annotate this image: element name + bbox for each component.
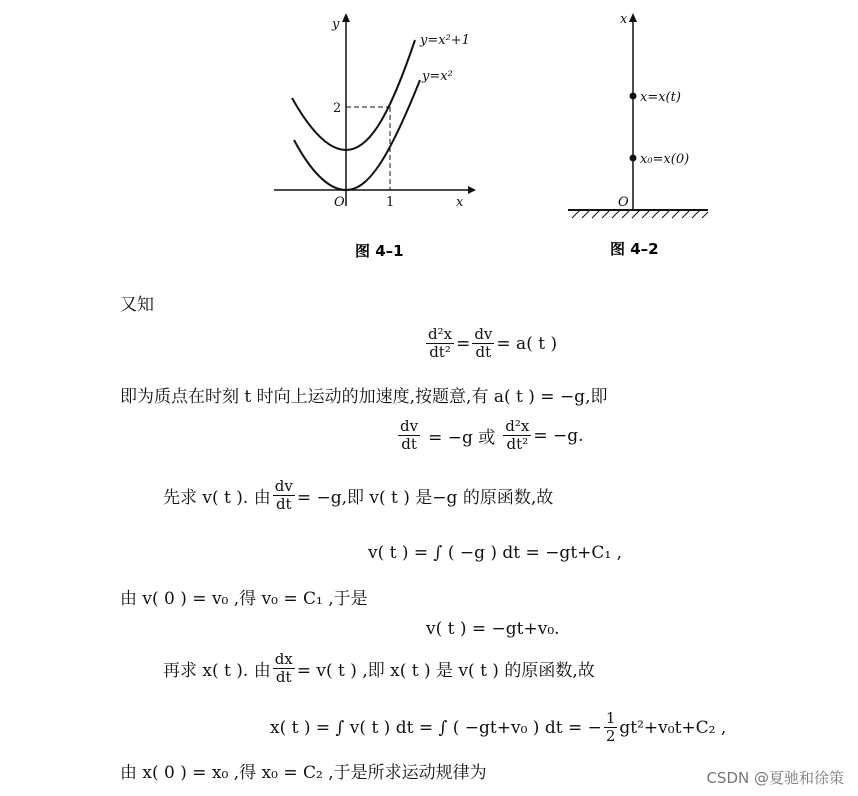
equation-2: $\frac{dv}{dt}$ = −g 或 $\frac{\text{d²x}}{\text{dt²}}$ = −g. (400, 417, 584, 453)
text-line-4: 由 v( 0 ) = v₀ ,得 v₀ = C₁ ,于是 (120, 589, 368, 609)
curve-lower-label: y=x² (422, 69, 453, 84)
origin-label: O (334, 195, 345, 210)
tick-x-label: 1 (386, 195, 395, 210)
equation-5: x( t ) = ∫ v( t ) dt = ∫ ( −gt+v₀ ) dt = − $\frac{1}{2}$ gt²+v₀t+C₂ , (270, 709, 727, 745)
equation-1: $\frac{\text{d²x}}{\text{dt²}}$ = $\frac{dv}{dt}$ = a( t ) (428, 325, 558, 361)
text-line-3: 先求 v( t ). 由 $\frac{dv}{dt}$ = −g,即 v( t ) 是−g 的原函数,故 (163, 477, 554, 513)
watermark: CSDN @夏驰和徐策 (706, 769, 844, 787)
figure-4-2-graph (560, 6, 720, 260)
point-lower (630, 155, 637, 162)
equation-4: v( t ) = −gt+v₀. (426, 619, 560, 639)
point-upper (630, 93, 637, 100)
fraction-d2x-dt2: $\frac{\text{d²x}}{\text{dt²}}$ (428, 325, 453, 361)
point-lower-label: x₀=x(0) (640, 152, 690, 167)
figure-4-2 (560, 6, 720, 260)
point-upper-label: x=x(t) (640, 90, 681, 105)
fraction-dv-dt: $\frac{dv}{dt}$ (474, 325, 493, 361)
axis-label: x (620, 12, 628, 27)
y-axis-label: y (332, 17, 340, 32)
text-line-2: 即为质点在时刻 t 时向上运动的加速度,按题意,有 a( t ) = −g,即 (120, 387, 608, 407)
curve-lower (294, 80, 420, 190)
text-line-1: 又知 (120, 295, 154, 315)
figure-4-2-caption: 图 4–2 (610, 240, 659, 258)
x-axis-label: x (456, 195, 464, 210)
curve-upper-label: y=x²+1 (420, 33, 470, 48)
ground-hatching (572, 210, 708, 218)
tick-y-label: 2 (333, 101, 342, 116)
equation-3: v( t ) = ∫ ( −g ) dt = −gt+C₁ , (368, 543, 623, 563)
text-line-6: 由 x( 0 ) = x₀ ,得 x₀ = C₂ ,于是所求运动规律为 (120, 763, 487, 783)
origin-label: O (618, 195, 629, 210)
text-line-5: 再求 x( t ). 由 $\frac{dx}{dt}$ = v( t ) ,即 x( t ) 是 v( t ) 的原函数,故 (163, 650, 595, 686)
figure-4-1-graph (270, 10, 480, 260)
figure-4-1-caption: 图 4–1 (355, 242, 404, 260)
figure-4-1 (270, 10, 480, 260)
